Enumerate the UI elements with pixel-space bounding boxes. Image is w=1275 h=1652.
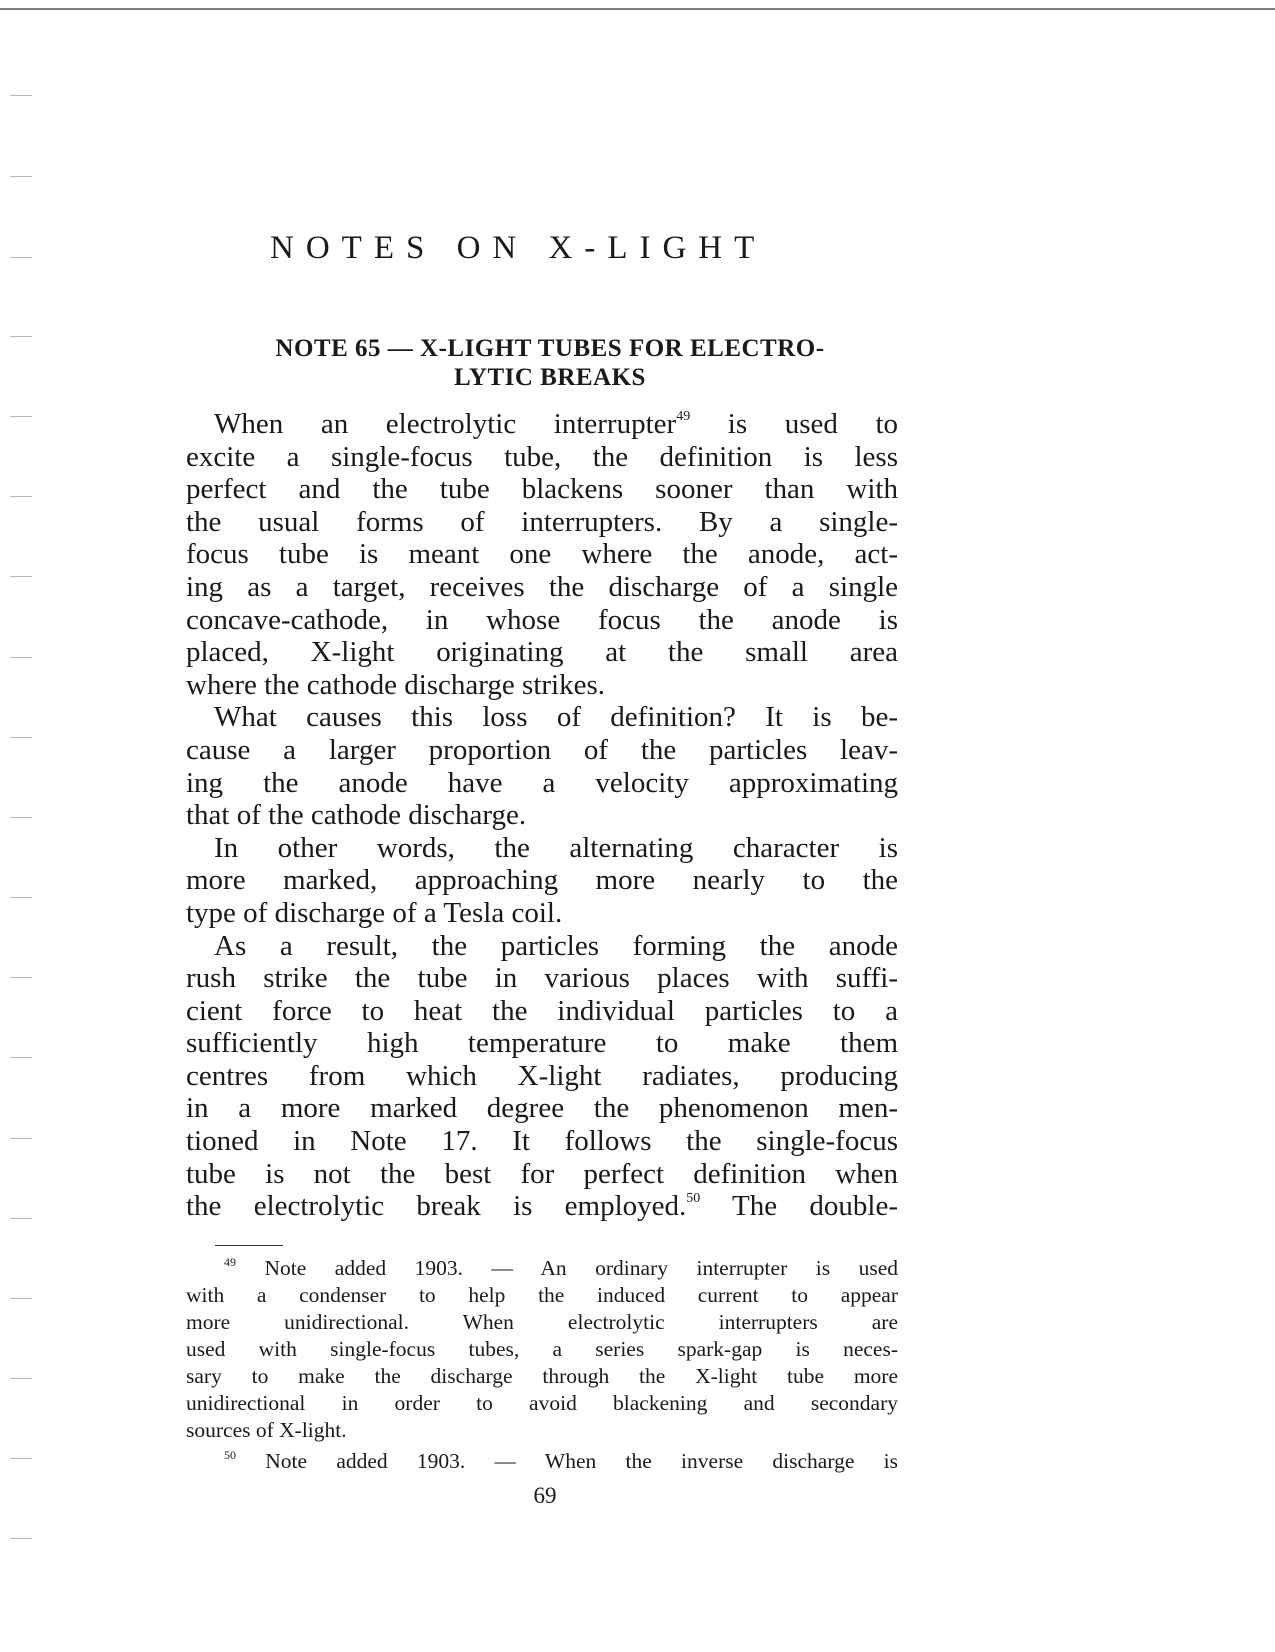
top-edge-rule [0, 8, 1275, 10]
text-line: As a result, the particles forming the anode [214, 929, 898, 962]
text-line: in a more marked degree the phenomenon men- [186, 1092, 898, 1125]
page-heading: NOTES ON X-LIGHT [270, 230, 767, 266]
text-line: that of the cathode discharge. [186, 799, 527, 832]
text-line: placed, X-light originating at the small area [186, 636, 898, 669]
footnote-line: with a condenser to help the induced current to appear [186, 1283, 898, 1307]
text-line: tube is not the best for perfect definition when [186, 1157, 898, 1190]
text-line: cient force to heat the individual particles to a [186, 994, 898, 1027]
page-number: 69 [533, 1483, 557, 1508]
text-line: focus tube is meant one where the anode, act- [186, 538, 898, 571]
note-title-line: LYTIC BREAKS [454, 364, 646, 391]
text-line: cause a larger proportion of the particles leav- [186, 733, 898, 766]
body-text [186, 408, 898, 1223]
footnote-line: $^{50}$ Note added 1903. — When the inverse discharge is [224, 1448, 898, 1473]
text-line: When an electrolytic interrupter$^{49}$ is used to [214, 408, 898, 440]
text-line: ing as a target, receives the discharge of a single [186, 570, 898, 603]
footnote-marker: 49 [224, 1255, 236, 1269]
footnote-marker: 50 [224, 1448, 236, 1462]
text-line: What causes this loss of definition? It is be- [214, 701, 898, 734]
footnote-line: $^{49}$ Note added 1903. — An ordinary interrupter is used [224, 1255, 898, 1280]
note-title-line: NOTE 65 — X-LIGHT TUBES FOR ELECTRO- [275, 335, 825, 362]
footnote-line: unidirectional in order to avoid blackening and secondary [186, 1391, 898, 1415]
footnote-divider [215, 1245, 283, 1246]
footnotes [186, 1255, 898, 1475]
footnote-reference[interactable]: 50 [686, 1191, 701, 1207]
text-line: tioned in Note 17. It follows the single-focus [186, 1125, 898, 1158]
footnote-line: sources of X-light. [186, 1418, 347, 1442]
note-title [190, 334, 910, 392]
text-line: In other words, the alternating character is [214, 831, 898, 864]
text-line: where the cathode discharge strikes. [186, 668, 605, 701]
text-line: centres from which X-light radiates, producing [186, 1059, 898, 1092]
text-line: rush strike the tube in various places with suffi- [186, 962, 898, 995]
text-line: the usual forms of interrupters. By a single- [186, 505, 898, 538]
text-line: more marked, approaching more nearly to the [186, 864, 898, 897]
text-line: type of discharge of a Tesla coil. [186, 896, 563, 929]
footnote-line: used with single-focus tubes, a series spark-gap is neces- [186, 1337, 898, 1361]
footnote-line: sary to make the discharge through the X-light tube more [186, 1364, 898, 1388]
footnote-reference[interactable]: 49 [676, 409, 691, 424]
text-line: ing the anode have a velocity approximating [186, 766, 898, 799]
text-line: the electrolytic break is employed.$^{50}$ The double- [186, 1190, 898, 1223]
footnote-line: more unidirectional. When electrolytic interrupters are [186, 1310, 898, 1334]
text-line: perfect and the tube blackens sooner than with [186, 473, 898, 506]
text-line: concave-cathode, in whose focus the anode is [186, 603, 898, 636]
binding-margin-marks [10, 0, 34, 1652]
text-line: sufficiently high temperature to make them [186, 1027, 898, 1060]
text-line: excite a single-focus tube, the definition is less [186, 440, 898, 473]
